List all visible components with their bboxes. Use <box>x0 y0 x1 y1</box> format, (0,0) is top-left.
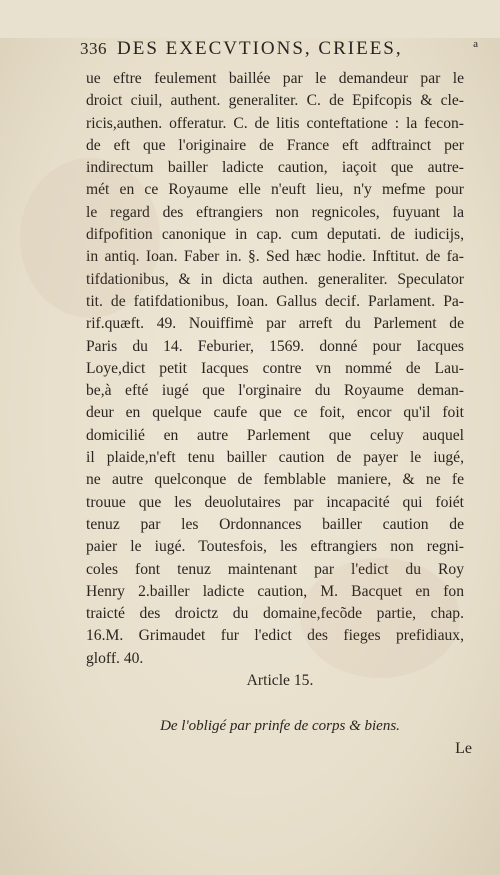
text-line: difpofition canonique in cap. cum deputati. de iudicijs, <box>86 226 464 244</box>
text-line: droict ciuil, authent. generaliter. C. de Epifcopis & cle- <box>86 92 464 110</box>
text-line: tit. de fatifdationibus, Ioan. Gallus decif. Parlament. Pa- <box>86 292 464 310</box>
text-line: de eft que l'originaire de France eft adftrainct per <box>86 136 464 154</box>
article-subtitle: De l'obligé par prinfe de corps & biens. <box>160 718 400 735</box>
page-header <box>80 38 478 68</box>
text-line: il plaide,n'eft tenu bailler caution de payer le iugé, <box>86 449 464 467</box>
text-line: Loye,dict petit Iacques contre vn nommé de Lau- <box>86 359 464 377</box>
text-line: le regard des eftrangiers non regnicoles, fuyuant la <box>86 203 464 221</box>
text-line: trouue que les deuolutaires par incapacité qui foiét <box>86 493 464 511</box>
text-line: domicilié en autre Parlement que celuy auquel <box>86 426 464 444</box>
text-line: deur en quelque caufe que ce foit, encor qu'il foit <box>86 404 464 422</box>
text-line: in antiq. Ioan. Faber in. §. Sed hæc hodie. Inftitut. de fa- <box>86 248 464 266</box>
signature-mark: a <box>473 38 478 50</box>
text-line: Paris du 14. Feburier, 1569. donné pour Iacques <box>86 337 464 355</box>
page-number: 336 <box>80 39 107 58</box>
paper-stain <box>20 158 160 318</box>
text-line: ne autre quelconque de femblable maniere, & ne fe <box>86 471 464 489</box>
text-line: mét en ce Royaume elle n'euft lieu, n'y mefme pour <box>86 181 464 199</box>
text-line: rif.quæft. 49. Nouiffimè par arreft du Parlement de <box>86 315 464 333</box>
text-line: be,à efté iugé que l'orginaire du Royaume deman- <box>86 382 464 400</box>
text-line: ricis,authen. offeratur. C. de litis conteftatione : la fecon- <box>86 114 464 132</box>
text-line: coles font tenuz maintenant par l'edict du Roy <box>86 560 464 578</box>
text-line: gloff. 40. <box>86 649 144 667</box>
text-line: ue eftre feulement baillée par le demandeur par le <box>86 70 464 87</box>
paper-stain <box>300 558 460 678</box>
text-line: tifdationibus, & in dicta authen. generaliter. Speculator <box>86 270 464 288</box>
running-title: DES EXECVTIONS, CRIEES, <box>117 38 403 59</box>
text-line: traicté des droictz du domaine,fecõde partie, chap. <box>86 605 464 623</box>
text-line: 16.M. Grimaudet fur l'edict des fieges prefidiaux, <box>86 627 464 645</box>
text-line: paier le iugé. Toutesfois, les eftrangiers non regni- <box>86 538 464 556</box>
catchword: Le <box>455 740 472 757</box>
article-heading: Article 15. <box>246 672 314 690</box>
text-line: tenuz par les Ordonnances bailler caution de <box>86 515 464 533</box>
text-line: Henry 2.bailler ladicte caution, M. Bacquet en fon <box>86 582 464 600</box>
book-page <box>0 38 500 875</box>
text-line: indirectum bailler ladicte caution, iaçoit que autre- <box>86 159 464 177</box>
